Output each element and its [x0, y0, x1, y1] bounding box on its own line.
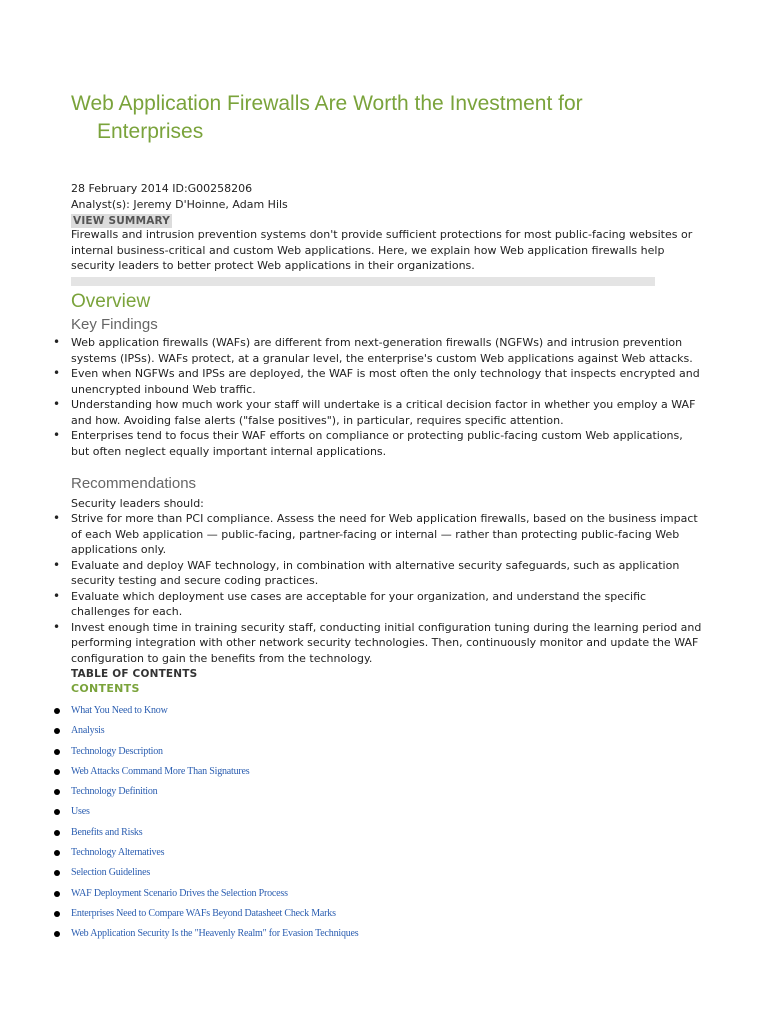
toc-item [53, 826, 653, 846]
bullet-icon [54, 850, 60, 856]
toc-item [53, 765, 653, 785]
list-item: • Evaluate which deployment use cases are acceptable for your organization, and understand the specific challenges for each. [53, 589, 703, 620]
toc-item [53, 866, 653, 886]
page-title [71, 90, 711, 146]
key-findings-list [53, 335, 703, 459]
toc-link[interactable]: Selection Guidelines [71, 867, 151, 879]
toc-link[interactable]: Analysis [71, 725, 105, 737]
toc-item [53, 704, 653, 724]
toc-link[interactable]: Web Application Security Is the "Heavenly Realm" for Evasion Techniques [71, 928, 359, 940]
recommendations-lead: Security leaders should: [71, 497, 204, 510]
overview-heading: Overview [71, 291, 151, 312]
contents-label: CONTENTS [71, 682, 140, 695]
list-item: • Even when NGFWs and IPSs are deployed, the WAF is most often the only technology that inspects encrypted and unencrypted inbound Web traffic. [53, 366, 703, 397]
toc-item [53, 927, 653, 947]
toc-link[interactable]: Technology Definition [71, 786, 158, 798]
table-of-contents-label: TABLE OF CONTENTS [71, 668, 198, 680]
summary-text: Firewalls and intrusion prevention systems don't provide sufficient protections for most public-facing websites or internal business-critical and custom Web applications. Here, we explain how Web application firewalls help security leaders to better protect Web applications in their organizations. [71, 228, 693, 273]
divider-bar [71, 277, 655, 286]
bullet-icon [54, 769, 60, 775]
bullet-icon [54, 749, 60, 755]
view-summary-button[interactable]: VIEW SUMMARY [73, 215, 171, 227]
list-item: • Invest enough time in training security staff, conducting initial configuration tuning during the learning period and performing integration with other network security technologies. Then, continuously monitor and update the WAF configuration to gain the benefits from the technology. [53, 620, 703, 667]
toc-link[interactable]: WAF Deployment Scenario Drives the Selection Process [71, 887, 288, 899]
recommendations-heading: Recommendations [71, 475, 197, 492]
toc-list [53, 704, 653, 948]
toc-link[interactable]: Enterprises Need to Compare WAFs Beyond Datasheet Check Marks [71, 907, 336, 919]
toc-item [53, 785, 653, 805]
bullet-icon [54, 728, 60, 734]
bullet-icon [54, 789, 60, 795]
list-item: • Web application firewalls (WAFs) are different from next-generation firewalls (NGFWs) and intrusion prevention systems (IPSs). WAFs protect, at a granular level, the enterprise's custom Web applications against Web attacks. [53, 335, 703, 366]
recommendations-list [53, 511, 703, 666]
bullet-icon [54, 870, 60, 876]
toc-item [53, 887, 653, 907]
toc-link[interactable]: Technology Alternatives [71, 847, 165, 859]
toc-link[interactable]: Web Attacks Command More Than Signatures [71, 765, 250, 777]
toc-link[interactable]: What You Need to Know [71, 705, 168, 716]
page-title-line2: Enterprises [97, 120, 204, 143]
bullet-icon [54, 891, 60, 897]
toc-link[interactable]: Technology Description [71, 745, 163, 757]
document-meta [71, 181, 711, 229]
toc-link[interactable]: Benefits and Risks [71, 826, 143, 838]
toc-item [53, 805, 653, 825]
key-findings-heading: Key Findings [71, 316, 158, 333]
list-item: • Understanding how much work your staff will undertake is a critical decision factor in whether you employ a WAF and how. Avoiding false alerts ("false positives"), in particular, requires specific attention. [53, 397, 703, 428]
toc-item [53, 724, 653, 744]
bullet-icon [54, 830, 60, 836]
list-item: • Enterprises tend to focus their WAF efforts on compliance or protecting public-facing custom Web applications, but often neglect equally important internal applications. [53, 428, 703, 459]
bullet-icon [54, 708, 60, 714]
list-item: • Strive for more than PCI compliance. Assess the need for Web application firewalls, based on the business impact of each Web application — public-facing, partner-facing or internal — rather than protecting public-facing Web applications only. [53, 511, 703, 558]
analysts: Analyst(s): Jeremy D'Hoinne, Adam Hils [71, 198, 288, 211]
toc-item [53, 907, 653, 927]
bullet-icon [54, 911, 60, 917]
toc-item [53, 745, 653, 765]
page-title-line1: Web Application Firewalls Are Worth the Investment for [71, 92, 583, 115]
bullet-icon [54, 931, 60, 937]
list-item: • Evaluate and deploy WAF technology, in combination with alternative security safeguards, such as application security testing and secure coding practices. [53, 558, 703, 589]
toc-item [53, 846, 653, 866]
toc-link[interactable]: Uses [71, 806, 90, 818]
bullet-icon [54, 809, 60, 815]
date-id: 28 February 2014 ID:G00258206 [71, 182, 253, 195]
